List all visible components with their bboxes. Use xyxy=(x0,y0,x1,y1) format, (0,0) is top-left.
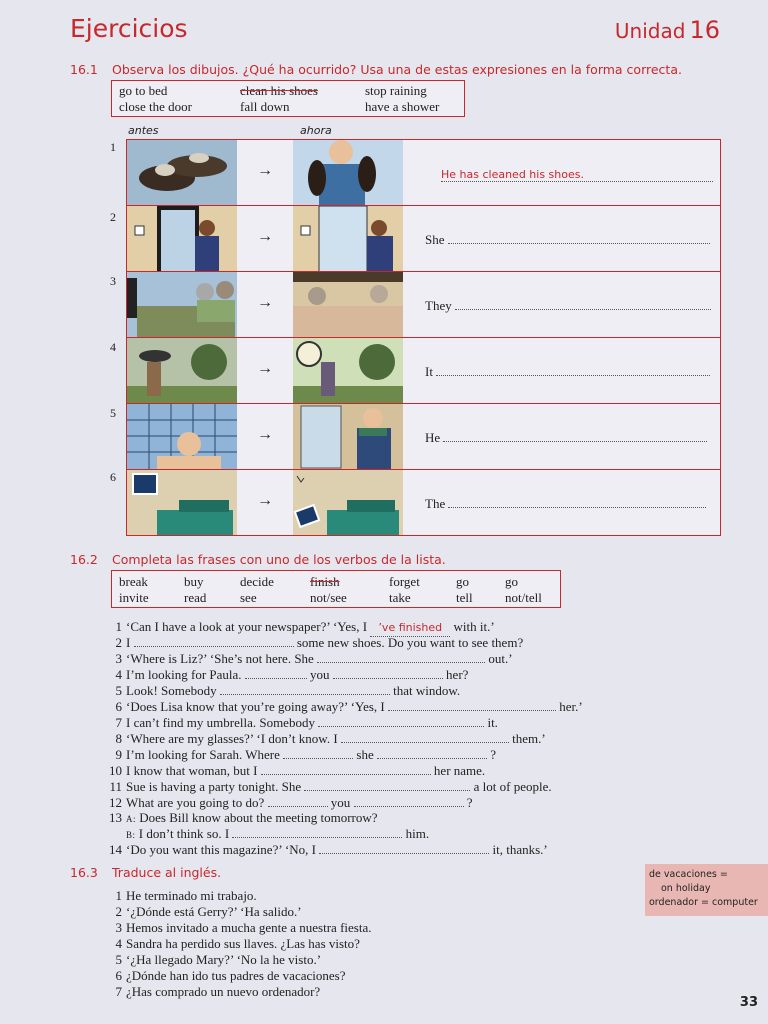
answer-blank[interactable] xyxy=(341,732,509,743)
exercise-line: 13 A: Does Bill know about the meeting tomorrow? xyxy=(109,810,378,825)
word: decide xyxy=(240,574,274,589)
answer-blank[interactable] xyxy=(220,684,390,695)
exercise-line: 6 ‘Does Lisa know that you’re going away?’ ‘Yes, I her.’ xyxy=(115,699,583,714)
arrow-icon: → xyxy=(257,294,273,311)
translation-line: 2 ‘¿Dónde está Gerry?’ ‘Ha salido.’ xyxy=(115,904,302,919)
answer-blank[interactable] xyxy=(268,796,328,807)
couple-on-sofa-illustration xyxy=(127,272,237,337)
sentence-start: She xyxy=(425,232,445,247)
word: stop raining xyxy=(365,83,427,98)
page-number: 33 xyxy=(739,995,758,1010)
answer-blank[interactable] xyxy=(304,780,470,791)
row-number: 1 xyxy=(110,140,116,154)
row-number: 6 xyxy=(110,470,116,484)
exercise-line: 3 ‘Where is Liz?’ ‘She’s not here. She out.’ xyxy=(115,651,513,666)
row-answer xyxy=(425,232,710,248)
sentence-start: The xyxy=(425,496,446,511)
word: not/tell xyxy=(505,590,542,605)
exercise-line: 4 I’m looking for Paula. you her? xyxy=(115,667,469,682)
row-number: 3 xyxy=(110,274,116,288)
rain-illustration xyxy=(127,338,237,403)
word: go xyxy=(505,574,518,589)
fallen-picture-illustration xyxy=(293,470,403,535)
sentence-start: He xyxy=(425,430,441,445)
answer-blank[interactable] xyxy=(443,431,707,442)
arrow-icon: → xyxy=(257,360,273,377)
exercise-line: 9 I’m looking for Sarah. Where she ? xyxy=(115,747,497,762)
word: tell xyxy=(456,590,473,605)
answer-blank[interactable] xyxy=(283,748,353,759)
answer-blank[interactable] xyxy=(388,700,556,711)
exercise-line: 2 I some new shoes. Do you want to see them? xyxy=(115,635,524,650)
exercise-1-word-box xyxy=(111,80,465,117)
couple-in-bed-illustration xyxy=(293,272,403,337)
row-number: 2 xyxy=(110,210,116,224)
word: see xyxy=(240,590,257,605)
exercise-line: 14 ‘Do you want this magazine?’ ‘No, I it, thanks.’ xyxy=(109,842,548,857)
row-answer xyxy=(425,364,710,380)
exercise-3-instruction: Traduce al inglés. xyxy=(112,865,222,880)
exercise-3-number: 16.3 xyxy=(70,865,98,880)
word: invite xyxy=(119,590,149,605)
picture-row xyxy=(126,470,721,536)
unit-label xyxy=(615,16,720,44)
picture-row xyxy=(126,206,721,272)
sentence-start: It xyxy=(425,364,433,379)
exercise-3-heading xyxy=(70,865,221,880)
picture-row xyxy=(126,139,721,206)
answer-blank[interactable] xyxy=(455,299,711,310)
picture-on-wall-illustration xyxy=(127,470,237,535)
word: go to bed xyxy=(119,83,168,98)
word: fall down xyxy=(240,99,290,114)
exercise-1-instruction: Observa los dibujos. ¿Qué ha ocurrido? Usa una de estas expresiones en la forma correcta. xyxy=(112,62,682,77)
answer-blank[interactable] xyxy=(448,497,706,508)
arrow-icon: → xyxy=(257,492,273,509)
man-in-shower-illustration xyxy=(127,404,237,469)
translation-line: 7 ¿Has comprado un nuevo ordenador? xyxy=(115,984,321,999)
row-number: 4 xyxy=(110,340,116,354)
translation-line: 5 ‘¿Ha llegado Mary?’ ‘No la he visto.’ xyxy=(115,952,322,967)
word: buy xyxy=(184,574,204,589)
word-used: finish xyxy=(310,574,340,589)
arrow-icon: → xyxy=(257,426,273,443)
answer-blank[interactable] xyxy=(377,748,487,759)
exercise-line: 12 What are you going to do? you ? xyxy=(109,795,473,810)
answer-blank[interactable] xyxy=(319,843,489,854)
answer-blank[interactable] xyxy=(318,716,484,727)
word: go xyxy=(456,574,469,589)
arrow-icon: → xyxy=(257,162,273,179)
man-clean-shoes-illustration xyxy=(293,140,403,205)
exercise-line: 8 ‘Where are my glasses?’ ‘I don’t know. I them.’ xyxy=(115,731,546,746)
exercise-2-word-box xyxy=(111,570,561,608)
column-after: ahora xyxy=(300,124,332,137)
row-answer xyxy=(425,298,711,314)
answer-blank[interactable] xyxy=(232,827,402,838)
word: take xyxy=(389,590,411,605)
picture-row xyxy=(126,338,721,404)
sun-illustration xyxy=(293,338,403,403)
answer-blank[interactable] xyxy=(134,636,294,647)
vocabulary-note: de vacaciones = on holiday ordenador = computer xyxy=(645,864,768,916)
sentence-start: They xyxy=(425,298,452,313)
exercise-2-number: 16.2 xyxy=(70,552,98,567)
row-answer xyxy=(441,166,713,182)
translation-line: 1 He terminado mi trabajo. xyxy=(115,888,257,903)
word: read xyxy=(184,590,207,605)
answer-blank[interactable] xyxy=(436,365,710,376)
word: break xyxy=(119,574,148,589)
row-answer xyxy=(425,496,706,512)
word: have a shower xyxy=(365,99,440,114)
unit-number: 16 xyxy=(689,16,720,44)
handwritten-answer: ’ve finished xyxy=(370,620,450,637)
word-used: clean his shoes xyxy=(240,83,318,98)
exercise-line: 10 I know that woman, but I her name. xyxy=(109,763,486,778)
shoes-dirty-illustration xyxy=(127,140,237,205)
page-title: Ejercicios xyxy=(70,14,188,43)
word: not/see xyxy=(310,590,347,605)
exercise-2-instruction: Completa las frases con uno de los verbos de la lista. xyxy=(112,552,446,567)
handwritten-answer: He has cleaned his shoes. xyxy=(441,168,713,182)
unit-label-text: Unidad xyxy=(614,19,686,43)
man-with-towel-illustration xyxy=(293,404,403,469)
translation-line: 3 Hemos invitado a mucha gente a nuestra fiesta. xyxy=(115,920,372,935)
door-open-illustration xyxy=(127,206,237,271)
translation-line: 4 Sandra ha perdido sus llaves. ¿Las has visto? xyxy=(115,936,360,951)
answer-blank[interactable] xyxy=(317,652,485,663)
exercise-line: B: I don’t think so. I him. xyxy=(126,826,430,841)
answer-blank[interactable] xyxy=(245,668,307,679)
exercise-line: 1 ‘Can I have a look at your newspaper?’ ‘Yes, I ’ve finished with it.’ xyxy=(104,619,495,637)
column-before: antes xyxy=(128,124,159,137)
translation-line: 6 ¿Dónde han ido tus padres de vacaciones? xyxy=(115,968,346,983)
door-closed-illustration xyxy=(293,206,403,271)
exercise-1-heading xyxy=(70,62,682,77)
exercise-1-number: 16.1 xyxy=(70,62,98,77)
answer-blank[interactable] xyxy=(354,796,464,807)
row-answer xyxy=(425,430,707,446)
picture-row xyxy=(126,404,721,470)
arrow-icon: → xyxy=(257,228,273,245)
exercise-2-heading xyxy=(70,552,446,567)
word: close the door xyxy=(119,99,192,114)
word: forget xyxy=(389,574,420,589)
exercise-line: 5 Look! Somebody that window. xyxy=(115,683,461,698)
exercise-line: 11 Sue is having a party tonight. She a lot of people. xyxy=(109,779,552,794)
answer-blank[interactable] xyxy=(333,668,443,679)
row-number: 5 xyxy=(110,406,116,420)
picture-row xyxy=(126,272,721,338)
exercise-line: 7 I can’t find my umbrella. Somebody it. xyxy=(115,715,498,730)
answer-blank[interactable] xyxy=(261,764,431,775)
answer-blank[interactable] xyxy=(448,233,710,244)
